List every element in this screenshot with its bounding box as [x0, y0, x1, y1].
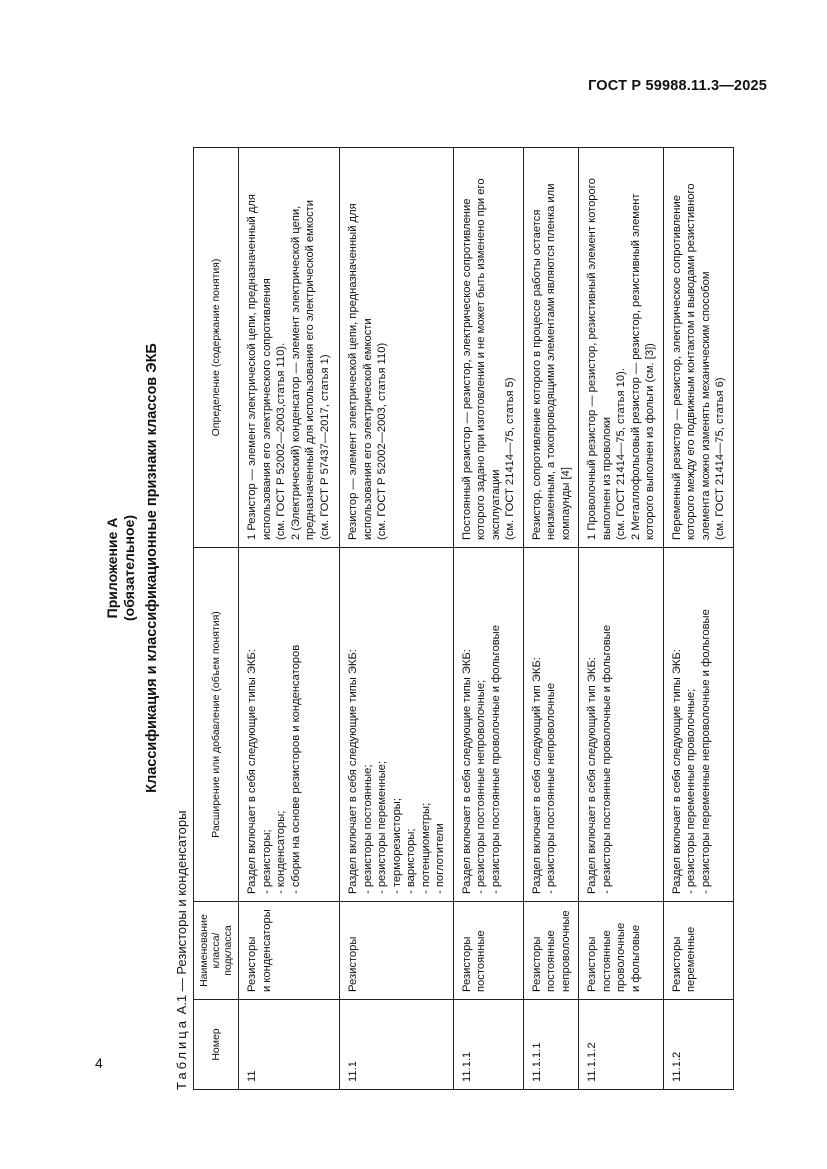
- row-name: [239, 902, 340, 1000]
- row-name-line: Резисторы: [460, 936, 473, 992]
- row-name-line: Резисторы: [530, 936, 543, 992]
- rotated-content: [80, 46, 728, 1090]
- row-name-line: Резисторы: [347, 936, 359, 992]
- row-name-line: и фольговые: [629, 924, 642, 992]
- row-scope-line: - поглотители: [434, 823, 446, 894]
- row-name-line: Резисторы: [670, 936, 683, 992]
- row-scope-line: - терморезисторы;: [390, 798, 403, 894]
- row-definition: [453, 148, 523, 548]
- row-definition-line: (см. ГОСТ 21414—75, статья 10).: [615, 368, 627, 540]
- column-header-definition: Определение (содержание понятия): [194, 148, 239, 548]
- row-definition-line: 1 Резистор — элемент электрической цепи, предназначенный для использования его электрического сопротивления: [246, 194, 273, 540]
- row-definition: [579, 148, 664, 548]
- row-definition: [340, 148, 454, 548]
- table-row: [239, 148, 340, 1090]
- row-scope-line: - резисторы переменные проволочные;: [685, 688, 697, 894]
- column-header-scope: Расширение или добавление (объем понятия): [194, 548, 239, 902]
- row-scope-line: - резисторы постоянные;: [361, 764, 374, 894]
- row-definition-line: Переменный резистор — резистор, электрическое сопротивление которого между его подвижным контактом и выводами резистивного элемента можно изменять механическим способом: [670, 183, 712, 540]
- row-scope: [523, 548, 579, 902]
- caption-prefix: Таблица: [174, 1018, 189, 1090]
- table-row: [523, 148, 579, 1090]
- row-name: [579, 902, 664, 1000]
- row-scope: [239, 548, 340, 902]
- row-name-line: и конденсаторы: [260, 909, 273, 992]
- table-row: [663, 148, 733, 1090]
- row-definition-line: (см. ГОСТ 21414—75, статья 6): [714, 377, 726, 540]
- row-definition-line: (см. ГОСТ Р 57437—2017, статья 1): [318, 354, 331, 540]
- row-name: [453, 902, 523, 1000]
- row-name-line: Резисторы: [586, 936, 598, 992]
- row-scope: [453, 548, 523, 902]
- document-code: ГОСТ Р 59988.11.3—2025: [588, 78, 767, 94]
- row-number: 11.1: [340, 1000, 454, 1090]
- row-scope-line: Раздел включает в себя следующие типы ЭКБ:: [246, 649, 258, 894]
- caption-text: А.1 — Резисторы и конденсаторы: [174, 810, 189, 1019]
- annex-heading: [104, 46, 138, 1090]
- column-header-name: Наименование класса/подкласса: [194, 902, 239, 1000]
- row-definition-line: 2 (Электрический) конденсатор — элемент электрической цепи, предназначенный для использования его электрической емкости: [289, 199, 316, 540]
- row-name-line: проволочные: [615, 922, 627, 992]
- column-header-number: Номер: [194, 1000, 239, 1090]
- row-scope-line: Раздел включает в себя следующий тип ЭКБ:: [586, 657, 598, 894]
- row-name-line: постоянные: [475, 930, 487, 992]
- table-row: [340, 148, 454, 1090]
- row-definition: [239, 148, 340, 548]
- row-scope-line: - потенциометры;: [419, 802, 432, 894]
- row-number: 11.1.1: [453, 1000, 523, 1090]
- row-scope: [579, 548, 664, 902]
- row-scope-line: - варисторы;: [405, 828, 417, 894]
- row-scope-line: - конденсаторы;: [275, 810, 287, 894]
- row-name: [523, 902, 579, 1000]
- row-definition-line: (см. ГОСТ Р 52002—2003,статья 110).: [275, 342, 287, 540]
- row-definition: [663, 148, 733, 548]
- row-definition-line: (см. ГОСТ 21414—75, статья 5): [504, 377, 516, 540]
- table-title: Классификация и классификационные признаки классов ЭКБ: [144, 343, 160, 793]
- row-scope-line: - резисторы постоянные проволочные и фольговые: [489, 625, 502, 894]
- row-scope-line: - резисторы;: [260, 829, 273, 894]
- row-scope-line: - резисторы переменные;: [376, 761, 388, 894]
- row-scope-line: Раздел включает в себя следующие типы ЭКБ:: [347, 649, 359, 894]
- row-name: [340, 902, 454, 1000]
- table-row: [579, 148, 664, 1090]
- row-number: 11.1.1.2: [579, 1000, 664, 1090]
- row-number: 11.1.1.1: [523, 1000, 579, 1090]
- row-definition-line: 2 Металлофольговый резистор — резистор, резистивный элемент которого выполнен из фольги (см. [3]): [629, 193, 656, 540]
- row-scope-line: Раздел включает в себя следующие типы ЭКБ:: [460, 649, 473, 894]
- annex-title: Приложение А: [104, 517, 120, 619]
- row-definition-line: Постоянный резистор — резистор, электрическое сопротивление которого задано при изготовлении и не может быть изменено при его эксплуатации: [460, 178, 502, 540]
- classification-table: [193, 147, 734, 1090]
- row-scope-line: - резисторы переменные непроволочные и фольговые: [699, 609, 712, 894]
- table-row: [453, 148, 523, 1090]
- page-number: 4: [95, 1055, 103, 1071]
- row-definition-line: (см. ГОСТ Р 52002—2003, статья 110): [376, 342, 388, 540]
- row-definition-line: Резистор, сопротивление которого в процессе работы остается неизменным, а токопроводящими элементами являются пленка или компаунды [4]: [530, 183, 572, 540]
- row-scope-line: - резисторы постоянные непроволочные;: [475, 679, 487, 894]
- row-number: 11: [239, 1000, 340, 1090]
- row-scope: [663, 548, 733, 902]
- annex-status: (обязательное): [121, 515, 137, 622]
- row-scope-line: - сборки на основе резисторов и конденсаторов: [289, 644, 302, 894]
- row-scope-line: Раздел включает в себя следующий тип ЭКБ:: [530, 657, 543, 894]
- row-scope-line: Раздел включает в себя следующие типы ЭКБ:: [670, 649, 683, 894]
- row-scope-line: - резисторы постоянные непроволочные: [545, 682, 557, 894]
- row-scope: [340, 548, 454, 902]
- row-definition: [523, 148, 579, 548]
- table-body: [239, 148, 734, 1090]
- row-name-line: переменные: [685, 926, 697, 992]
- row-definition-line: Резистор — элемент электрической цепи, предназначенный для использования его электрической емкости: [347, 203, 374, 540]
- row-scope-line: - резисторы постоянные проволочные и фольговые: [600, 625, 613, 894]
- table-caption: [174, 811, 189, 1091]
- row-number: 11.1.2: [663, 1000, 733, 1090]
- row-name-line: Резисторы: [246, 936, 258, 992]
- row-name-line: постоянные: [545, 930, 557, 992]
- table-header-row: [194, 148, 239, 1090]
- row-definition-line: 1 Проволочный резистор — резистор, резистивный элемент которого выполнен из проволоки: [586, 178, 613, 540]
- row-name-line: постоянные: [600, 930, 613, 992]
- row-name-line: непроволочные: [559, 910, 572, 992]
- row-name: [663, 902, 733, 1000]
